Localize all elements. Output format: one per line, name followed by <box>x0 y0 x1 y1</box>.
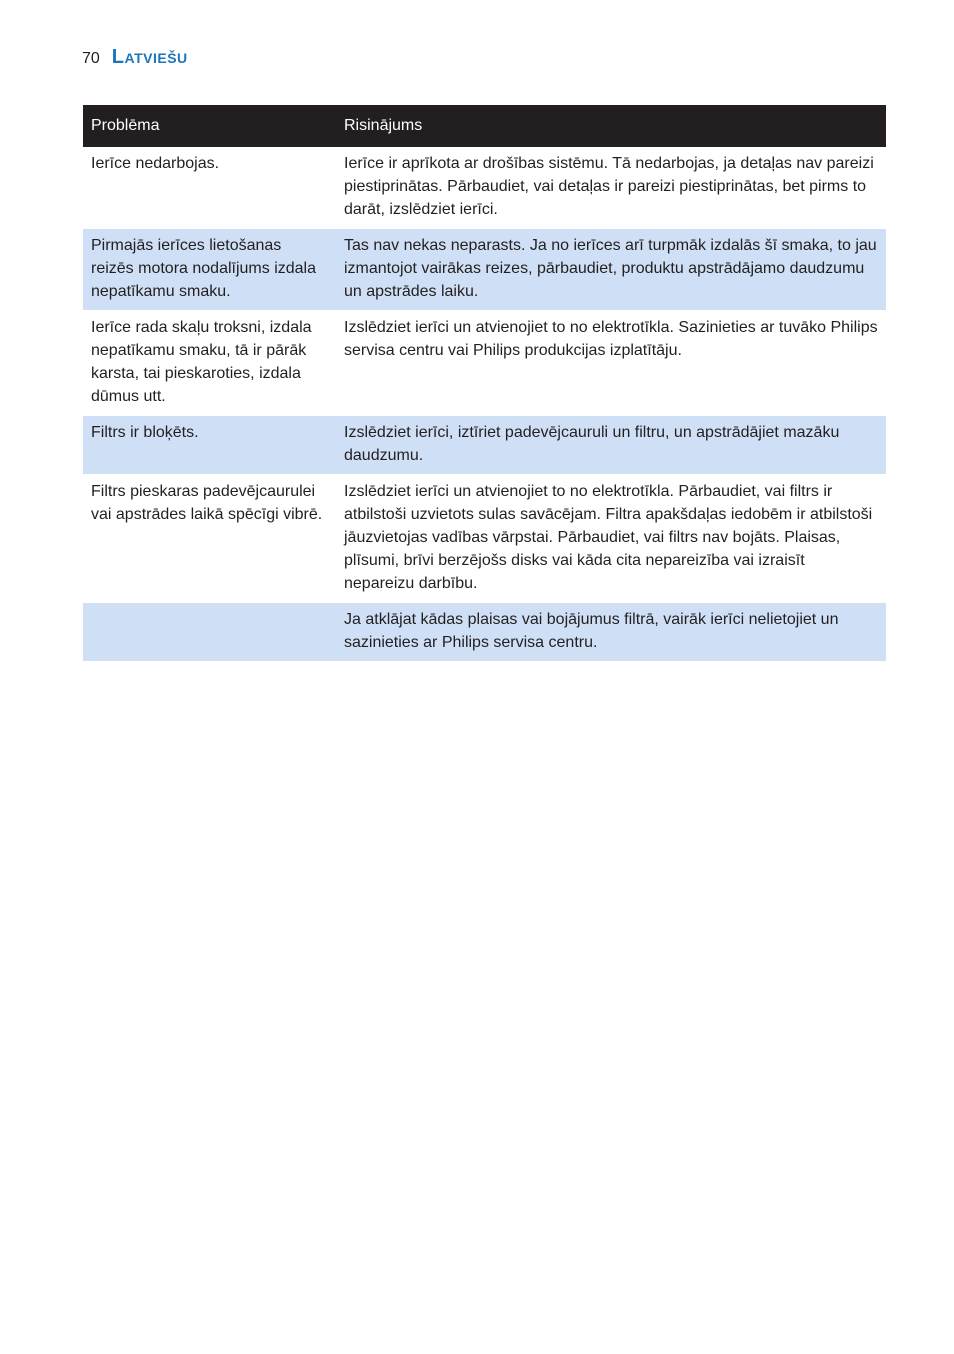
table-row <box>83 147 886 229</box>
column-header-problem: Problēma <box>83 105 336 147</box>
problem-cell: Filtrs ir bloķēts. <box>83 416 336 475</box>
table-row <box>83 229 886 311</box>
page-number: 70 <box>82 50 100 67</box>
solution-cell: Izslēdziet ierīci un atvienojiet to no elektrotīkla. Sazinieties ar tuvāko Philips servisa centru vai Philips produkcijas izplatītāju. <box>336 311 886 416</box>
column-header-solution: Risinājums <box>336 105 886 147</box>
problem-cell <box>83 603 336 662</box>
table-row <box>83 603 886 662</box>
problem-cell: Pirmajās ierīces lietošanas reizēs motora nodalījums izdala nepatīkamu smaku. <box>83 229 336 311</box>
table-row <box>83 475 886 603</box>
problem-cell: Filtrs pieskaras padevējcaurulei vai apstrādes laikā spēcīgi vibrē. <box>83 475 336 603</box>
solution-cell: Ja atklājat kādas plaisas vai bojājumus filtrā, vairāk ierīci nelietojiet un sazinieties ar Philips servisa centru. <box>336 603 886 662</box>
problem-cell: Ierīce rada skaļu troksni, izdala nepatīkamu smaku, tā ir pārāk karsta, tai pieskaroties, izdala dūmus utt. <box>83 311 336 416</box>
troubleshooting-table <box>83 105 886 661</box>
problem-cell: Ierīce nedarbojas. <box>91 155 220 172</box>
solution-cell: Izslēdziet ierīci, iztīriet padevējcauruli un filtru, un apstrādājiet mazāku daudzumu. <box>336 416 886 475</box>
table-header-row <box>83 105 886 147</box>
table-row <box>83 416 886 475</box>
solution-cell: Tas nav nekas neparasts. Ja no ierīces arī turpmāk izdalās šī smaka, to jau izmantojot vairākas reizes, pārbaudiet, produktu apstrādājamo daudzumu un apstrādes laiku. <box>336 229 886 311</box>
solution-cell: Izslēdziet ierīci un atvienojiet to no elektrotīkla. Pārbaudiet, vai filtrs ir atbilstoši uzvietots sulas savācējam. Filtra apakšdaļas iedobēm ir atbilstoši jāuzvietojas vadības vārpstai. Pārbaudiet, vai filtrs nav bojāts. Plaisas, plīsumi, brīvi berzējošs disks vai kāda cita nepareizība vai izraisīt nepareizu darbību. <box>336 475 886 603</box>
solution-cell: Ierīce ir aprīkota ar drošības sistēmu. Tā nedarbojas, ja detaļas nav pareizi piestiprinātas. Pārbaudiet, vai detaļas ir pareizi piestiprinātas, bet pirms to darāt, izslēdziet ierīci. <box>344 155 874 218</box>
page-header <box>82 46 188 76</box>
table-row <box>83 311 886 416</box>
section-title: Latviešu <box>111 46 188 68</box>
